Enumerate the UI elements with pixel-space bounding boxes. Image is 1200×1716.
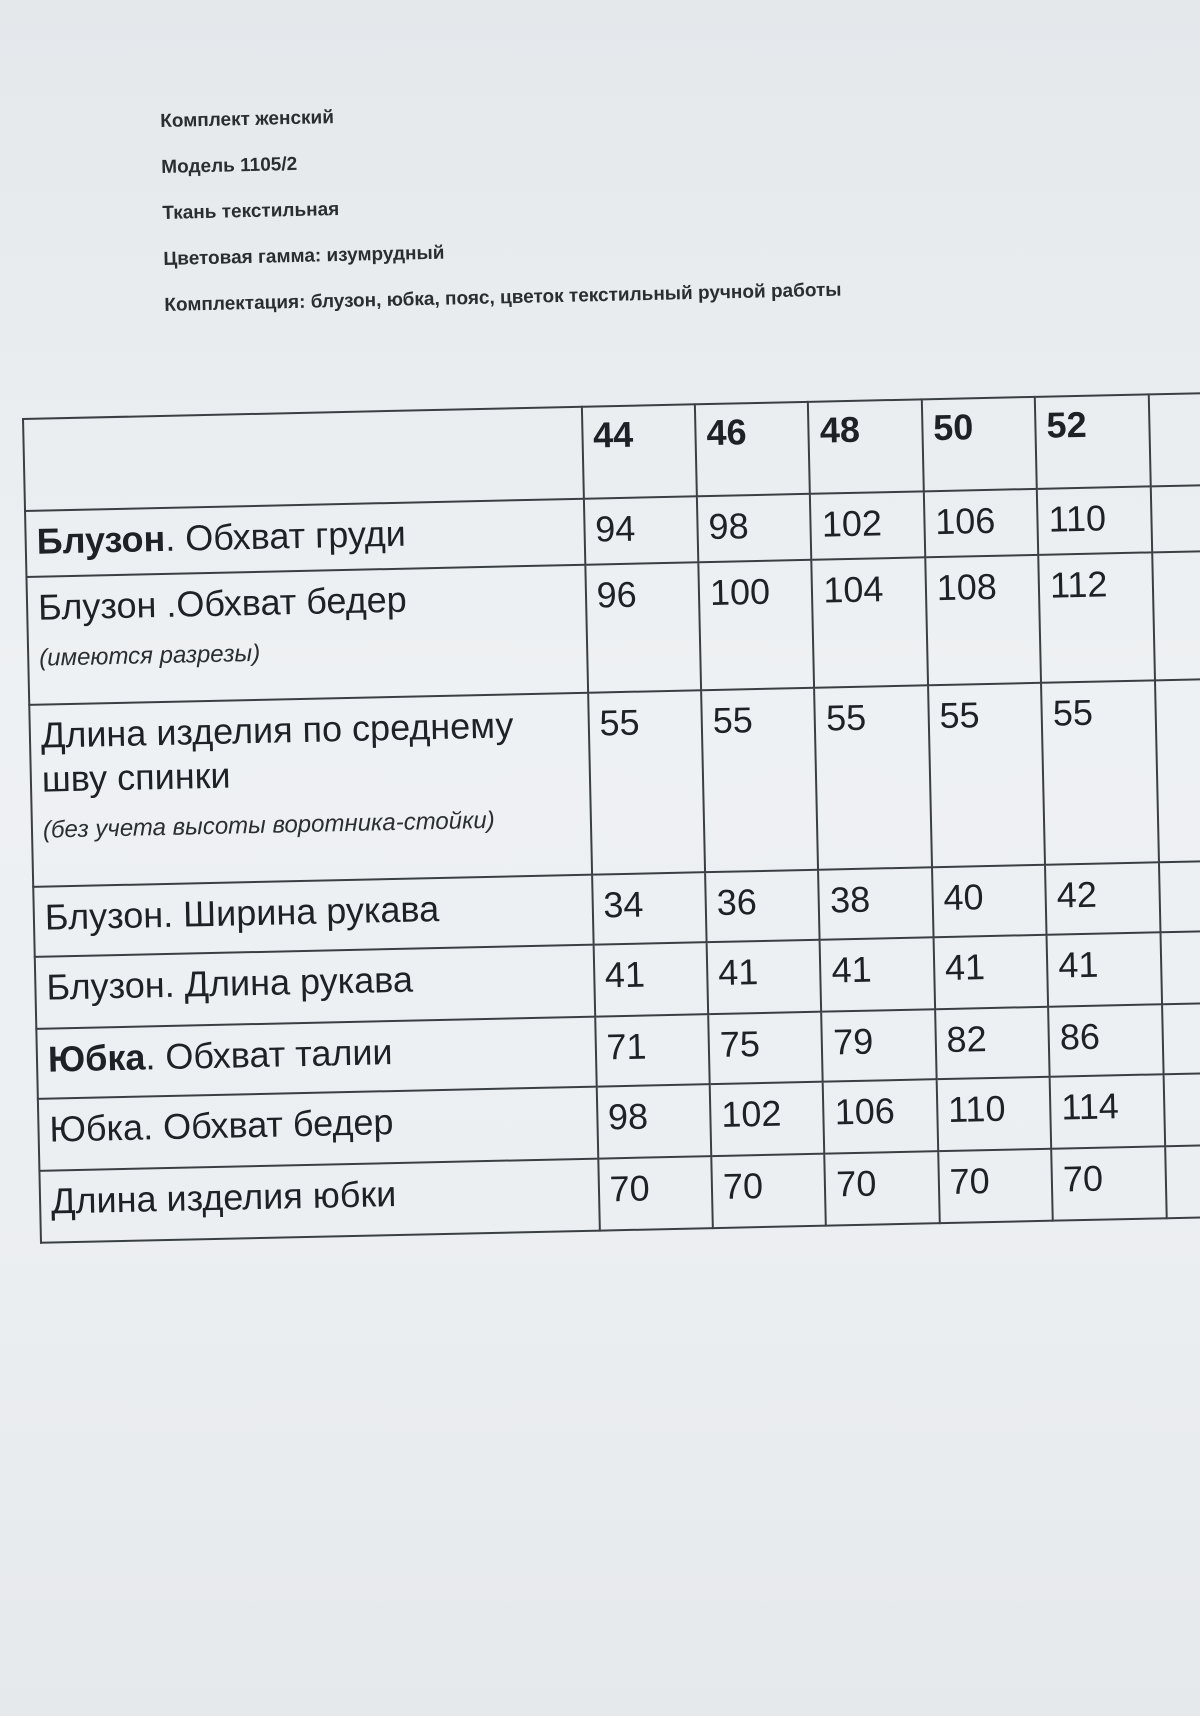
model-number: Модель 1105/2: [161, 153, 298, 178]
row-label-text: Блузон. Длина рукава: [45, 958, 414, 1008]
size-header: 46: [695, 402, 810, 496]
set-contents: Комплектация: блузон, юбка, пояс, цветок текстильный ручной работы: [164, 279, 842, 316]
header-empty-cell: [23, 407, 583, 511]
size-header: 48: [808, 399, 923, 493]
row-label: [26, 565, 587, 705]
row-label-text: Длина изделия по среднему шву спинки: [40, 704, 514, 800]
row-note: (без учета высоты воротника-стойки): [42, 806, 496, 844]
table-cell: 71: [595, 1014, 710, 1086]
product-title: Комплект женский: [160, 107, 335, 132]
table-cell: 96: [585, 562, 701, 692]
row-label-text: . Обхват талии: [144, 1031, 393, 1078]
size-header: 44: [582, 404, 697, 498]
table-cell: 106: [823, 1079, 938, 1153]
table-cell: 70: [711, 1154, 826, 1228]
row-label-text: Юбка. Обхват бедер: [49, 1101, 394, 1150]
table-cell: 40: [932, 865, 1047, 937]
table-cell: 110: [1037, 486, 1152, 554]
table-cell: 79: [822, 1009, 937, 1081]
row-label-text: Блузон. Ширина рукава: [44, 888, 440, 938]
table-cell: 98: [596, 1084, 711, 1158]
extra-column-cell: [1160, 930, 1200, 1004]
size-table-wrapper: [22, 392, 1200, 1244]
row-label: [25, 499, 585, 577]
extra-column-cell: [1163, 1072, 1200, 1146]
table-cell: 41: [933, 935, 1048, 1009]
table-cell: 41: [707, 940, 822, 1014]
table-cell: 112: [1038, 552, 1154, 682]
table-cell: 70: [598, 1156, 713, 1230]
table-cell: 55: [701, 688, 818, 872]
table-cell: 100: [698, 560, 814, 690]
table-cell: 70: [938, 1149, 1053, 1223]
table-cell: 41: [593, 942, 708, 1016]
table-cell: 86: [1048, 1004, 1163, 1076]
row-label: [39, 1159, 599, 1243]
extra-column-cell: [1150, 485, 1200, 553]
extra-column-cell: [1165, 1144, 1200, 1218]
extra-column-cell: [1158, 860, 1200, 932]
table-cell: 55: [1041, 680, 1158, 864]
table-cell: 38: [818, 867, 933, 939]
color-info: Цветовая гамма: изумрудный: [163, 242, 445, 270]
row-note: (имеются разрезы): [38, 639, 261, 672]
table-cell: 104: [812, 557, 928, 687]
row-label-text: . Обхват груди: [164, 512, 407, 559]
table-cell: 34: [592, 872, 707, 944]
size-table: [22, 392, 1200, 1244]
table-cell: 94: [584, 496, 699, 564]
row-label: [35, 945, 595, 1029]
table-row: [26, 551, 1200, 705]
table-cell: 75: [708, 1012, 823, 1084]
table-cell: 108: [925, 555, 1041, 685]
table-cell: 55: [928, 683, 1045, 867]
row-label-text: Длина изделия юбки: [50, 1173, 397, 1222]
table-cell: 110: [936, 1077, 1051, 1151]
row-label: [36, 1017, 596, 1099]
table-row: [29, 679, 1200, 887]
table-cell: 98: [697, 494, 812, 562]
table-cell: 41: [1047, 932, 1162, 1006]
extra-column-cell: [1152, 551, 1200, 681]
row-label-bold: Юбка: [47, 1036, 146, 1080]
table-cell: 102: [710, 1082, 825, 1156]
extra-column-cell: [1154, 679, 1200, 863]
table-cell: 70: [825, 1151, 940, 1225]
table-cell: 102: [810, 491, 925, 559]
table-cell: 55: [814, 685, 931, 869]
size-header: 50: [922, 397, 1037, 491]
fabric-info: Ткань текстильная: [162, 198, 340, 224]
table-cell: 36: [705, 870, 820, 942]
document-header: [160, 95, 842, 340]
table-cell: 106: [924, 489, 1039, 557]
table-cell: 42: [1045, 862, 1160, 934]
row-label-bold: Блузон: [36, 517, 166, 562]
size-header: 52: [1035, 394, 1150, 488]
table-cell: 41: [820, 937, 935, 1011]
table-cell: 55: [588, 690, 705, 874]
extra-column-cell: [1148, 393, 1200, 487]
extra-column-cell: [1162, 1002, 1200, 1074]
row-label: [29, 693, 591, 887]
table-cell: 114: [1050, 1074, 1165, 1148]
table-cell: 82: [935, 1007, 1050, 1079]
row-label-text: Блузон .Обхват бедер: [37, 578, 408, 628]
row-label: [38, 1087, 598, 1171]
table-cell: 70: [1051, 1146, 1166, 1220]
row-label: [33, 875, 593, 957]
